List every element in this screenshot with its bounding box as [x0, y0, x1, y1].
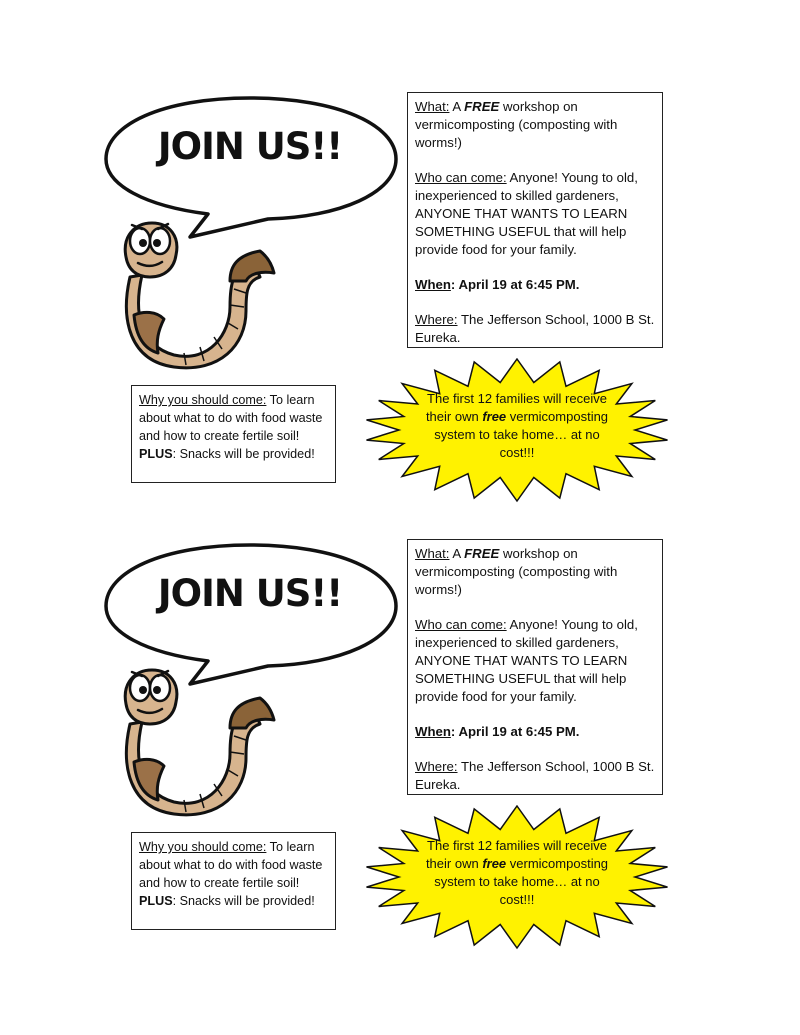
where-label: Where: — [415, 312, 458, 327]
worm-mascot — [112, 662, 292, 822]
why-box: Why you should come: To learn about what to do with food waste and how to create fertile soil! PLUS: Snacks will be provided! — [131, 385, 336, 483]
who-line: Who can come: Anyone! Young to old, inexperienced to skilled gardeners, ANYONE THAT WANTS TO LEARN SOMETHING USEFUL that will help provide food for your family. — [415, 170, 638, 257]
when-label: When — [415, 724, 451, 739]
what-line: What: A FREE workshop on vermicomposting (composting with worms!) — [415, 99, 618, 150]
what-label: What: — [415, 99, 450, 114]
starburst-text: The first 12 families will receive their own free vermicomposting system to take home… at no cost!!! — [425, 838, 609, 907]
join-us-heading: JOIN US!! — [157, 572, 343, 615]
what-line: What: A FREE workshop on vermicomposting (composting with worms!) — [415, 546, 618, 597]
flyer-bottom — [0, 447, 800, 908]
starburst — [362, 805, 672, 950]
when-line: When: April 19 at 6:45 PM. — [415, 724, 580, 739]
where-line: Where: The Jefferson School, 1000 B St. Eureka. — [415, 312, 655, 345]
what-label: What: — [415, 546, 450, 561]
plus-label: PLUS — [139, 447, 173, 461]
info-box — [407, 92, 663, 348]
free-emphasis: free — [482, 856, 507, 871]
when-line: When: April 19 at 6:45 PM. — [415, 277, 580, 292]
worm-mascot — [112, 215, 292, 375]
who-line: Who can come: Anyone! Young to old, inexperienced to skilled gardeners, ANYONE THAT WANTS TO LEARN SOMETHING USEFUL that will help provide food for your family. — [415, 617, 638, 704]
starburst-text: The first 12 families will receive their own free vermicomposting system to take home… at no cost!!! — [425, 391, 609, 460]
who-label: Who can come: — [415, 617, 507, 632]
why-label: Why you should come: — [139, 393, 267, 407]
free-emphasis: free — [482, 409, 507, 424]
free-emphasis: FREE — [464, 99, 500, 114]
why-box: Why you should come: To learn about what to do with food waste and how to create fertile soil! PLUS: Snacks will be provided! — [131, 832, 336, 930]
info-box — [407, 539, 663, 795]
where-line: Where: The Jefferson School, 1000 B St. Eureka. — [415, 759, 655, 792]
who-label: Who can come: — [415, 170, 507, 185]
join-us-heading: JOIN US!! — [157, 125, 343, 168]
plus-label: PLUS — [139, 894, 173, 908]
why-label: Why you should come: — [139, 840, 267, 854]
flyer-top — [0, 0, 800, 461]
worm-mascot-icon — [112, 215, 292, 375]
where-label: Where: — [415, 759, 458, 774]
free-emphasis: FREE — [464, 546, 500, 561]
worm-mascot-icon — [112, 662, 292, 822]
when-label: When — [415, 277, 451, 292]
